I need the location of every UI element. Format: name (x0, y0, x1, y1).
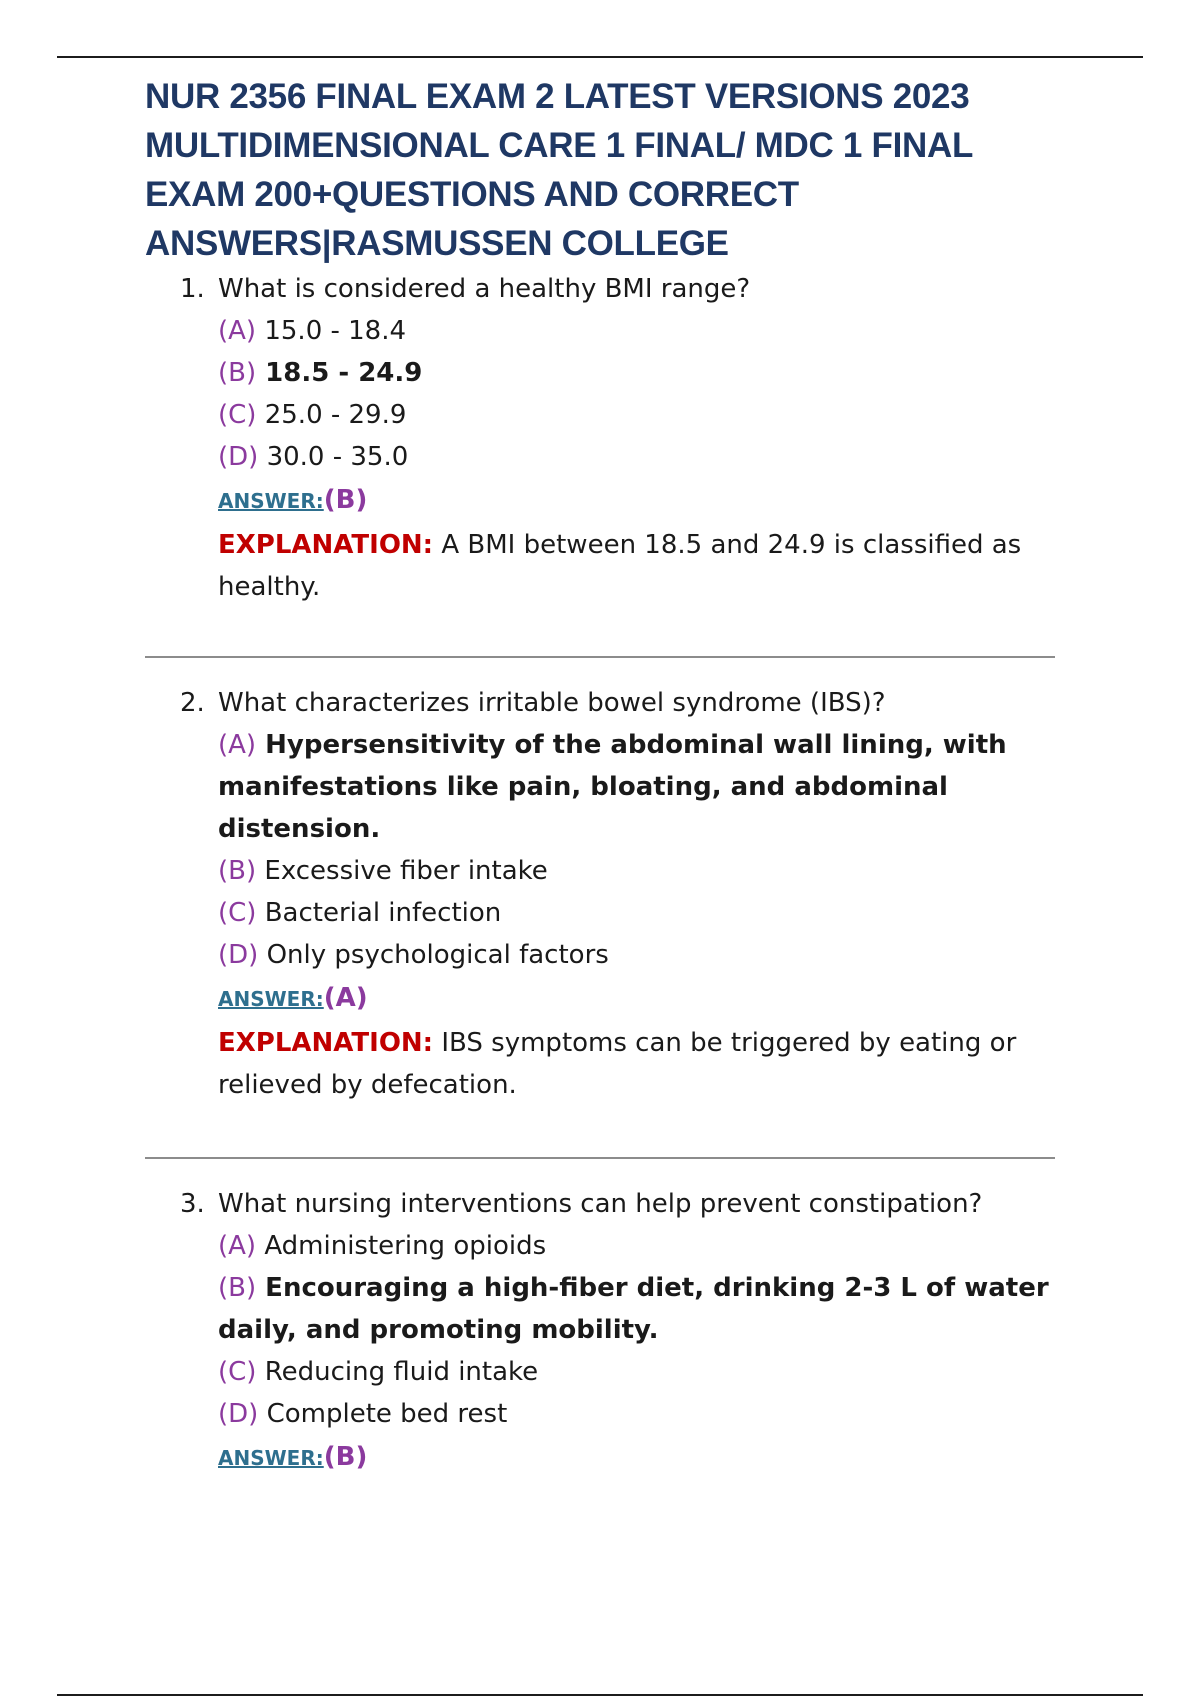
option-b (218, 850, 1080, 892)
answer-value: (B) (323, 485, 368, 515)
answer-value: (B) (323, 1442, 368, 1472)
question-stem (180, 268, 1080, 310)
answer-label: ANSWER: (218, 1446, 324, 1470)
options-list (180, 1225, 1080, 1481)
question-stem (180, 1183, 1080, 1225)
question-1 (180, 268, 1080, 608)
option-text: 30.0 - 35.0 (258, 442, 409, 472)
question-3 (180, 1183, 1080, 1481)
option-a (218, 724, 1080, 850)
option-letter: (A) (218, 316, 257, 346)
answer-label: ANSWER: (218, 489, 324, 513)
top-rule (57, 56, 1143, 58)
option-text: 15.0 - 18.4 (256, 316, 407, 346)
option-b (218, 352, 1080, 394)
option-text: Hypersensitivity of the abdominal wall lining, with manifestations like pain, bloating, and abdominal distension. (218, 730, 1007, 844)
option-a (218, 310, 1080, 352)
option-letter: (D) (218, 442, 259, 472)
option-text: 18.5 - 24.9 (256, 358, 423, 388)
explanation-text: IBS symptoms can be triggered by eating or relieved by defecation. (218, 1028, 1017, 1100)
option-letter: (B) (218, 1273, 257, 1303)
option-c (218, 892, 1080, 934)
option-letter: (C) (218, 400, 257, 430)
option-letter: (A) (218, 730, 257, 760)
explanation (218, 524, 1058, 608)
option-letter: (C) (218, 1357, 257, 1387)
option-text: Reducing fluid intake (256, 1357, 539, 1387)
question-number: 2. (180, 688, 205, 718)
option-letter: (C) (218, 898, 257, 928)
option-letter: (A) (218, 1231, 257, 1261)
options-list (180, 724, 1080, 1106)
answer-value: (A) (323, 983, 368, 1013)
option-d (218, 1393, 1080, 1435)
option-letter: (B) (218, 856, 257, 886)
option-text: 25.0 - 29.9 (256, 400, 407, 430)
option-c (218, 394, 1080, 436)
options-list (180, 310, 1080, 608)
bottom-rule (57, 1694, 1143, 1696)
option-d (218, 934, 1080, 976)
explanation (218, 1022, 1058, 1106)
question-text: What is considered a healthy BMI range? (218, 274, 751, 304)
option-letter: (D) (218, 940, 259, 970)
question-text: What nursing interventions can help prevent constipation? (218, 1189, 983, 1219)
question-text: What characterizes irritable bowel syndrome (IBS)? (218, 688, 886, 718)
question-number: 1. (180, 274, 205, 304)
option-text: Only psychological factors (258, 940, 609, 970)
option-a (218, 1225, 1080, 1267)
option-text: Bacterial infection (256, 898, 502, 928)
explanation-text: A BMI between 18.5 and 24.9 is classified as healthy. (218, 530, 1022, 602)
explanation-label: EXPLANATION: (218, 530, 434, 560)
answer-label: ANSWER: (218, 987, 324, 1011)
explanation-label: EXPLANATION: (218, 1028, 434, 1058)
answer-line (218, 977, 1080, 1022)
option-c (218, 1351, 1080, 1393)
section-divider (145, 656, 1055, 658)
question-number: 3. (180, 1189, 205, 1219)
option-d (218, 436, 1080, 478)
option-text: Encouraging a high-fiber diet, drinking 2-3 L of water daily, and promoting mobility. (218, 1273, 1049, 1345)
section-divider (145, 1157, 1055, 1159)
option-text: Excessive fiber intake (256, 856, 548, 886)
document-title: NUR 2356 FINAL EXAM 2 LATEST VERSIONS 2023 MULTIDIMENSIONAL CARE 1 FINAL/ MDC 1 FINAL EXAM 200+QUESTIONS AND CORRECT ANSWERS|RASMUSSEN COLLEGE (145, 77, 973, 263)
answer-line (218, 479, 1080, 524)
question-2 (180, 682, 1080, 1106)
answer-line (218, 1436, 1080, 1481)
option-letter: (D) (218, 1399, 259, 1429)
option-letter: (B) (218, 358, 257, 388)
option-b (218, 1267, 1080, 1351)
option-text: Administering opioids (256, 1231, 547, 1261)
option-text: Complete bed rest (258, 1399, 508, 1429)
question-stem (180, 682, 1080, 724)
